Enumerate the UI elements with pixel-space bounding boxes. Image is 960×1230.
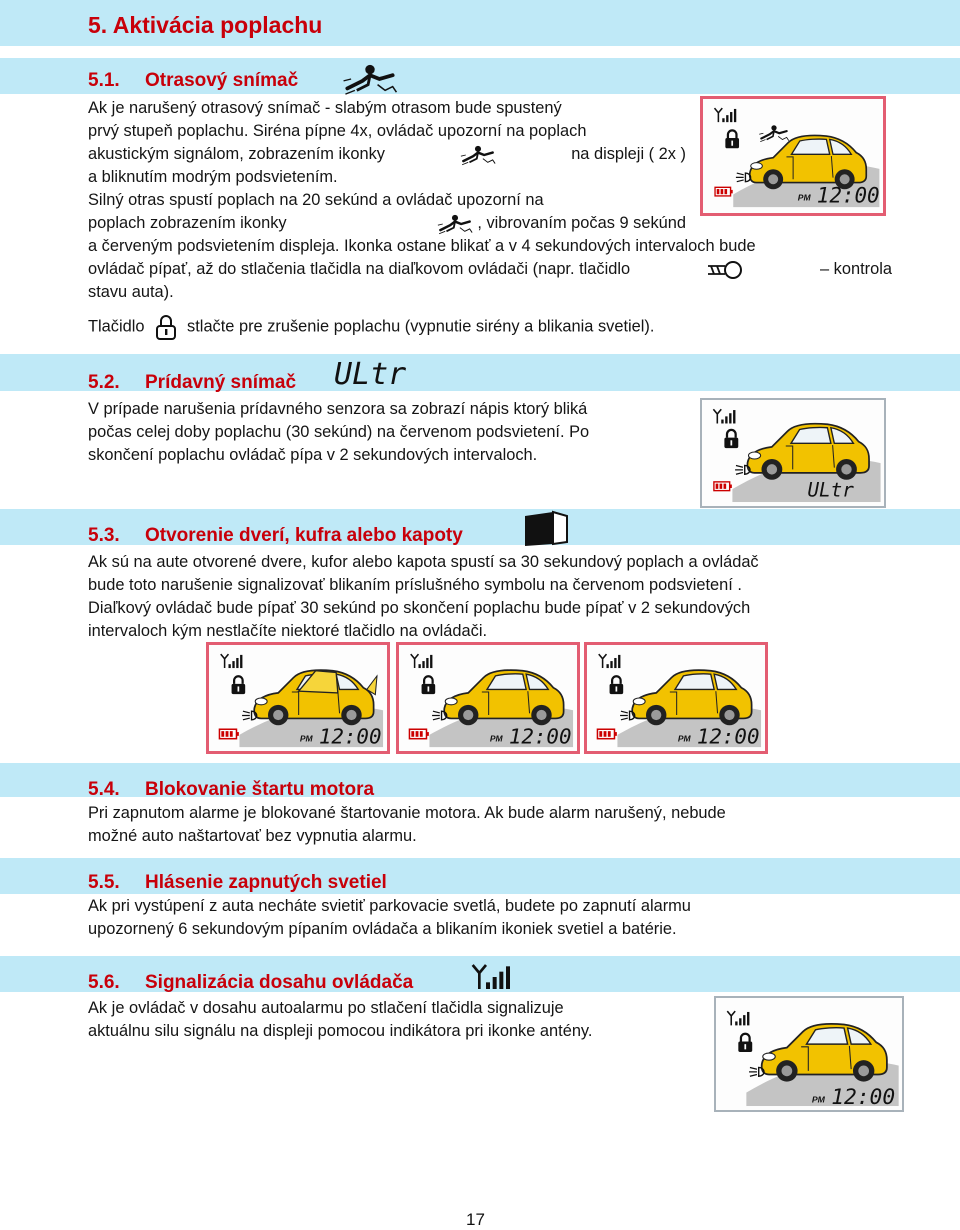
lcd-time: 12:00: [318, 724, 382, 749]
text-line: Ak sú na aute otvorené dvere, kufor alebo kapota spustí sa 30 sekundový poplach a ovládač: [88, 553, 759, 571]
section-body-5-6: [88, 997, 698, 1043]
section-title: Signalizácia dosahu ovládača: [145, 972, 414, 993]
text-line: prvý stupeň poplachu. Siréna pípne 4x, ovládač upozorní na poplach: [88, 122, 587, 140]
text-line: akustickým signálom, zobrazením ikonky: [88, 145, 385, 163]
lcd-pm: PM: [797, 192, 811, 203]
text-line: , vibrovaním počas 9 sekúnd: [477, 214, 686, 232]
text-line: Pri zapnutom alarme je blokované štartovanie motora. Ak bude alarm narušený, nebude: [88, 804, 726, 822]
section-heading-5-4: [88, 779, 374, 801]
section-title: Prídavný snímač: [145, 372, 297, 393]
text-line: stavu auta).: [88, 283, 174, 301]
section-number: 5.4.: [88, 779, 120, 800]
lcd-pm: PM: [811, 1094, 825, 1105]
section-body-5-1c: [88, 313, 892, 341]
lcd-illustration: [209, 645, 387, 751]
ultr-text: ULtr: [334, 358, 407, 390]
key-icon: [705, 260, 745, 280]
shock-sensor-icon: [456, 144, 500, 166]
section-number: 5.6.: [88, 972, 120, 993]
text-line: bude toto narušenie signalizovať blikaním príslušného symbolu na červenom podsvietení .: [88, 576, 742, 594]
shock-sensor-icon: [433, 213, 477, 235]
section-heading-5-6: [88, 972, 413, 994]
padlock-icon: [155, 313, 177, 341]
text-line: a bliknutím modrým podsvietením.: [88, 168, 338, 186]
section-heading-5-1: [88, 70, 298, 92]
text-line: počas celej doby poplachu (30 sekúnd) na červenom podsvietení. Po: [88, 423, 590, 441]
section-title: Hlásenie zapnutých svetiel: [145, 872, 387, 893]
page-number: 17: [466, 1210, 485, 1229]
lcd-display-hood: [584, 642, 768, 754]
antenna-signal-icon: [470, 962, 510, 992]
text-line: Diaľkový ovládač bude pípať 30 sekúnd po skončení poplachu bude pípať v 2 sekundových: [88, 599, 751, 617]
lcd-pm: PM: [677, 733, 691, 744]
section-number: 5.1.: [88, 70, 120, 91]
lcd-display-ultr: [700, 398, 886, 508]
text-line: poplach zobrazením ikonky: [88, 214, 287, 232]
section-number: 5.5.: [88, 872, 120, 893]
section-heading-5-3: [88, 525, 463, 547]
door-open-icon: [523, 510, 569, 548]
section-number: 5.3.: [88, 525, 120, 546]
section-body-5-1a: [88, 97, 686, 235]
lcd-time: 12:00: [831, 1085, 896, 1110]
text-line: Ak je ovládač v dosahu autoalarmu po stlačení tlačidla signalizuje: [88, 999, 564, 1017]
text-line: upozornený 6 sekundovým pípaním ovládača a blikaním ikoniek svetiel a batérie.: [88, 920, 677, 938]
lcd-time: 12:00: [508, 724, 572, 749]
lcd-pm: PM: [299, 733, 313, 744]
lcd-pm: PM: [489, 733, 503, 744]
ultr-indicator: [334, 358, 414, 390]
section-heading-5-2: [88, 372, 296, 394]
section-title: Otvorenie dverí, kufra alebo kapoty: [145, 525, 463, 546]
text-line: Silný otras spustí poplach na 20 sekúnd a ovládač upozorní na: [88, 191, 544, 209]
lcd-display-signal: [714, 996, 904, 1112]
lcd-illustration: [702, 400, 884, 506]
text-line: a červeným podsvietením displeja. Ikonka ostane blikať a v 4 sekundových intervaloch bude: [88, 237, 756, 255]
text-line: Ak je narušený otrasový snímač - slabým otrasom bude spustený: [88, 99, 562, 117]
text-line: skončení poplachu ovládač pípa v 2 sekundových intervaloch.: [88, 446, 538, 464]
section-body-5-2: [88, 398, 686, 467]
section-number: 5.2.: [88, 372, 120, 393]
section-body-5-1b: [88, 235, 892, 304]
lcd-illustration: [716, 998, 902, 1110]
lcd-time: 12:00: [696, 724, 760, 749]
lcd-display-shock: [700, 96, 886, 216]
text-line: ovládač pípať, až do stlačenia tlačidla na diaľkovom ovládači (napr. tlačidlo: [88, 260, 631, 278]
page-title: 5. Aktivácia poplachu: [88, 12, 323, 38]
lcd-time: 12:00: [816, 183, 880, 208]
section-body-5-4: [88, 802, 892, 848]
text-line: Tlačidlo: [88, 317, 145, 336]
section-heading-5-5: [88, 872, 387, 894]
text-line: stlačte pre zrušenie poplachu (vypnutie sirény a blikania svetiel).: [187, 317, 655, 336]
lcd-illustration: [703, 99, 883, 213]
lcd-ultr: ULtr: [807, 478, 854, 502]
lcd-display-door: [206, 642, 390, 754]
text-line: Ak pri vystúpení z auta necháte svietiť parkovacie svetlá, budete po zapnutí alarmu: [88, 897, 691, 915]
lcd-display-trunk: [396, 642, 580, 754]
section-body-5-3: [88, 551, 892, 643]
text-line: aktuálnu silu signálu na displeji pomocou indikátora pri ikonke antény.: [88, 1022, 593, 1040]
text-line: možné auto naštartovať bez vypnutia alarmu.: [88, 827, 417, 845]
lcd-illustration: [587, 645, 765, 751]
text-line: na displeji ( 2x ): [571, 145, 686, 163]
text-line: – kontrola: [820, 260, 892, 278]
section-title: Blokovanie štartu motora: [145, 779, 375, 800]
text-line: V prípade narušenia prídavného senzora sa zobrazí nápis ktorý bliká: [88, 400, 588, 418]
shock-sensor-icon: [340, 62, 400, 96]
section-body-5-5: [88, 895, 892, 941]
section-title: Otrasový snímač: [145, 70, 299, 91]
text-line: intervaloch kým nestlačíte niektoré tlačidlo na ovládači.: [88, 622, 488, 640]
lcd-illustration: [399, 645, 577, 751]
